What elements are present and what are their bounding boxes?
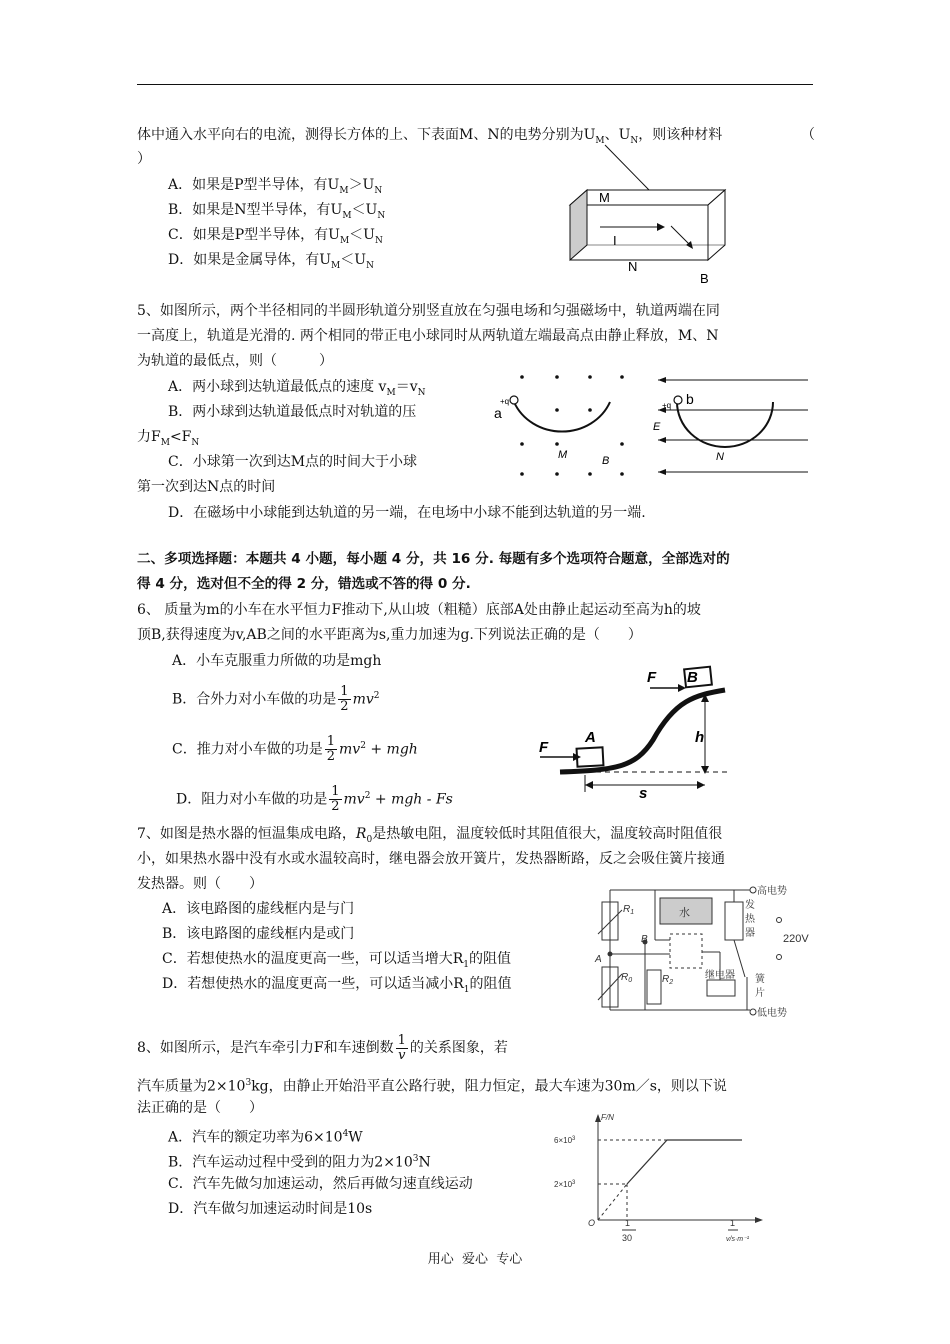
- q6-option-a: A．小车克服重力所做的功是mgh: [172, 653, 382, 669]
- q8-option-a: A．汽车的额定功率为$6\times 10^4W$: [168, 1129, 363, 1146]
- q6-option-b: B．合外力对小车做的功是 $\frac{1}{2}$ $mv^2$: [172, 684, 380, 715]
- q7-label-heater-1: 发: [745, 900, 755, 911]
- q6-label-f1: F: [647, 669, 657, 686]
- q5-label-q2: +q: [662, 401, 672, 410]
- q8-label-1v-den: v/s·m⁻¹: [726, 1236, 750, 1243]
- q8-option-c: C．汽车先做匀加速运动，然后再做匀速直线运动: [168, 1176, 473, 1192]
- q5-label-n: N: [716, 451, 724, 463]
- header-rule: [137, 84, 813, 85]
- section2-line1: 二、多项选择题：本题共 4 小题，每小题 4 分，共 16 分. 每题有多个选项符合题意，全部选对的: [137, 551, 730, 567]
- q7-label-low: 低电势: [757, 1008, 787, 1019]
- q5-option-b-l2: 力$F_M<F_N$: [137, 429, 200, 448]
- q6-label-h: h: [695, 729, 705, 746]
- q5-line3: 为轨道的最低点，则（ ）: [137, 353, 333, 369]
- q5-option-d: D．在磁场中小球能到达轨道的另一端，在电场中小球不能到达轨道的另一端.: [168, 505, 646, 521]
- q8-option-b: B．汽车运动过程中受到的阻力为$2\times 10^3N$: [168, 1154, 431, 1171]
- q4-label-b: B: [700, 271, 709, 286]
- q7-label-relay: 继电器: [705, 970, 735, 981]
- page-footer: 用心 爱心 专心: [427, 1252, 523, 1267]
- q8-label-6: $6\times 10^3$: [554, 1136, 576, 1145]
- q6-label-b: B: [687, 669, 698, 686]
- q4-figure-box: [565, 145, 735, 285]
- q8-line1: 8、如图所示，是汽车牵引力F和车速倒数 $\frac{1}{v}$ 的关系图象，若: [137, 1032, 508, 1063]
- q7-option-b: B．该电路图的虚线框内是或门: [162, 926, 355, 942]
- q5-line1: 5、如图所示，两个半径相同的半圆形轨道分别竖直放在匀强电场和匀强磁场中，轨道两端在同: [137, 303, 720, 319]
- q4-stem-line1: 体中通入水平向右的电流，测得长方体的上、下表面M、N的电势分别为$U_M$、$U_N$，则该种材料 （: [137, 124, 813, 152]
- q6-label-s: s: [639, 785, 648, 802]
- q7-label-water: 水: [679, 907, 690, 919]
- q8-label-fn: F/N: [601, 1113, 614, 1122]
- section2-line2: 得 4 分，选对但不全的得 2 分，错选或不答的得 0 分.: [137, 576, 471, 592]
- q7-label-reed-1: 簧: [755, 974, 765, 985]
- q7-option-a: A．该电路图的虚线框内是与门: [162, 901, 355, 917]
- q7-line2: 小，如果热水器中没有水或水温较高时，继电器会放开簧片，发热器断路，反之会吸住簧片接通: [137, 851, 725, 867]
- q6-option-d: D．阻力对小车做的功是 $\frac{1}{2}$ $mv^2$ + mgh - Fs: [176, 784, 453, 815]
- q8-label-130-den: 30: [622, 1233, 633, 1243]
- q5-option-b-l1: B．两小球到达轨道最低点时对轨道的压: [168, 404, 417, 420]
- q7-label-heater-3: 器: [745, 928, 755, 939]
- q6-line2: 顶B,获得速度为v,AB之间的水平距离为s,重力加速为g.下列说法正确的是（ ）: [137, 627, 642, 643]
- q7-line1: 7、如图是热水器的恒温集成电路，$R_0$是热敏电阻，温度较低时其阻值很大，温度较高时阻值很: [137, 826, 723, 845]
- q8-line2: 汽车质量为$2\times 10^3kg$，由静止开始沿平直公路行驶，阻力恒定，最大车速为30m／s，则以下说: [137, 1078, 727, 1095]
- q4-option-c: C．如果是P型半导体，有$U_M<U_N$: [168, 227, 383, 246]
- q7-label-a: A: [595, 954, 602, 965]
- q5-option-c-l1: C．小球第一次到达M点的时间大于小球: [168, 454, 418, 470]
- q4-option-b: B．如果是N型半导体，有$U_M<U_N$: [168, 202, 386, 221]
- q8-label-1v-num: 1: [730, 1218, 736, 1228]
- q8-option-d: D．汽车做匀加速运动时间是10s: [168, 1201, 373, 1217]
- q5-option-a: A．两小球到达轨道最低点的速度 $v_M=v_N$: [168, 379, 426, 398]
- q5-figure-electric: [650, 372, 810, 482]
- q5-label-q1: +q: [500, 397, 510, 406]
- q8-figure-graph: [552, 1112, 772, 1247]
- q7-line3: 发热器。则（ ）: [137, 876, 263, 892]
- q7-label-r2: $R_2$: [662, 974, 674, 986]
- q8-label-130-num: 1: [625, 1218, 631, 1228]
- q7-label-reed-2: 片: [755, 988, 765, 999]
- q8-label-o: O: [588, 1218, 596, 1228]
- q5-figure-magnetic: [492, 372, 637, 482]
- q5-label-b-field: B: [602, 455, 610, 467]
- q5-label-b: b: [686, 391, 694, 407]
- q8-label-2: $2\times 10^3$: [554, 1180, 576, 1189]
- q4-label-n: N: [628, 259, 638, 274]
- q6-option-c: C．推力对小车做的功是 $\frac{1}{2}$ $mv^2$ + mgh: [172, 734, 418, 765]
- q6-figure-slope: [535, 660, 735, 800]
- q6-line1: 6、 质量为m的小车在水平恒力F推动下,从山坡（粗糙）底部A处由静止起运动至高为h的坡: [137, 602, 701, 618]
- q4-paren-close: ）: [137, 151, 151, 167]
- q7-label-b: B: [641, 934, 648, 945]
- q5-label-a: a: [494, 405, 502, 421]
- q4-label-m: M: [599, 190, 610, 205]
- q7-label-heater-2: 热: [745, 914, 755, 925]
- q7-label-r1: $R_1$: [623, 904, 635, 916]
- q5-label-e: E: [653, 421, 661, 433]
- q7-label-r0: $R_0$: [621, 972, 633, 984]
- q7-option-d: D．若想使热水的温度更高一些，可以适当减小$R_1$的阻值: [162, 976, 512, 995]
- q4-label-i: I: [613, 233, 617, 248]
- q7-figure-circuit: [595, 882, 815, 1024]
- q5-label-m: M: [558, 449, 568, 461]
- q5-line2: 一高度上，轨道是光滑的. 两个相同的带正电小球同时从两轨道左端最高点由静止释放，M、N: [137, 328, 719, 344]
- q6-label-a: A: [585, 729, 596, 746]
- q4-option-a: A．如果是P型半导体，有$U_M>U_N$: [168, 177, 383, 196]
- q4-option-d: D．如果是金属导体，有$U_M<U_N$: [168, 252, 374, 271]
- q5-option-c-l2: 第一次到达N点的时间: [137, 479, 276, 495]
- q7-label-high: 高电势: [757, 886, 787, 897]
- q7-option-c: C．若想使热水的温度更高一些，可以适当增大$R_1$的阻值: [162, 951, 511, 970]
- q6-label-f2: F: [539, 739, 549, 756]
- q7-label-220: 220V: [783, 933, 809, 945]
- q4-paren-open: （: [801, 127, 815, 143]
- q8-line3: 法正确的是（ ）: [137, 1100, 263, 1116]
